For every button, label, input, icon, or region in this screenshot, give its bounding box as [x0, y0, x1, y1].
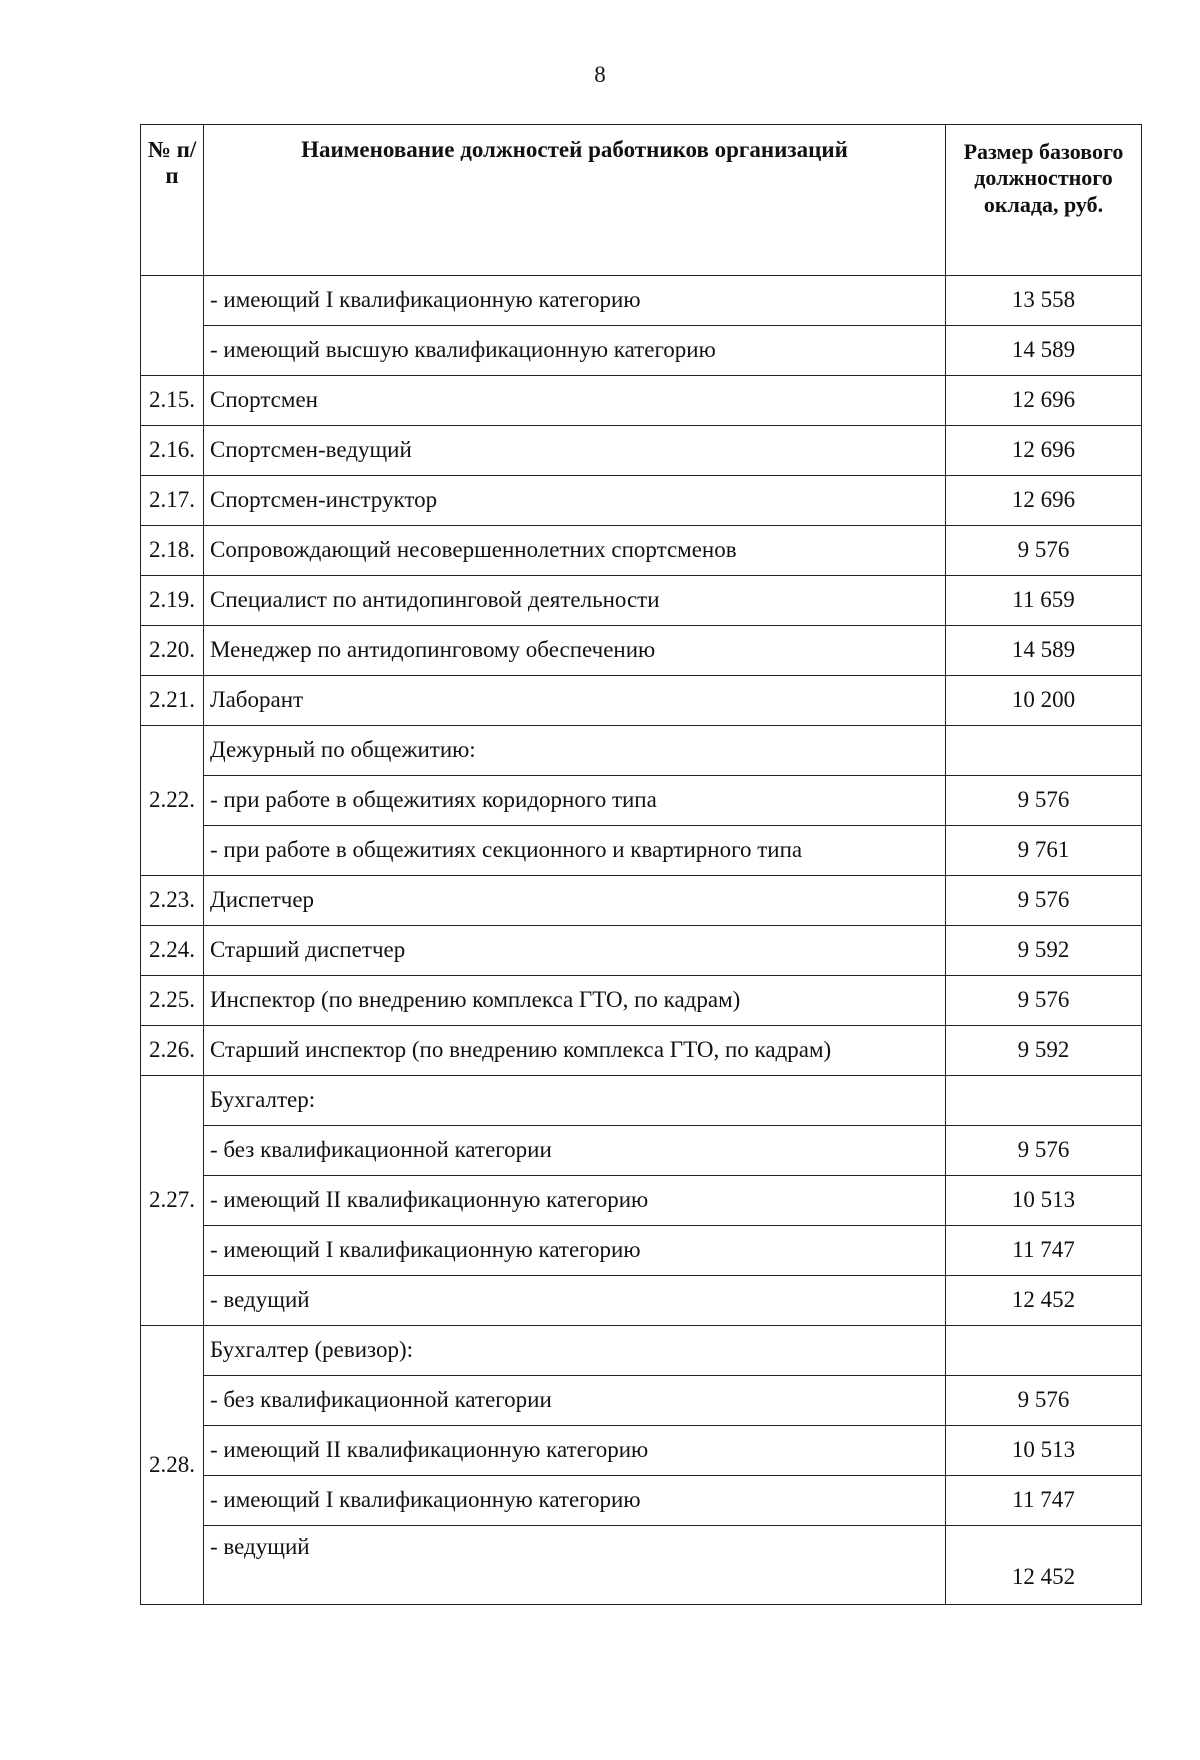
salary-value: 12 452	[946, 1526, 1142, 1605]
position-name: Спортсмен-ведущий	[204, 426, 946, 476]
table-row	[141, 876, 1142, 926]
table-row	[141, 926, 1142, 976]
table-row	[141, 526, 1142, 576]
header-number: № п/п	[141, 125, 204, 276]
row-number: 2.22.	[141, 726, 204, 876]
position-group-name: Дежурный по общежитию:	[204, 726, 946, 776]
table-row	[141, 1376, 1142, 1426]
table-row	[141, 776, 1142, 826]
position-name: Диспетчер	[204, 876, 946, 926]
page-number: 8	[594, 62, 606, 87]
table-row	[141, 726, 1142, 776]
position-name: Специалист по антидопинговой деятельности	[204, 576, 946, 626]
position-name: - имеющий I квалификационную категорию	[204, 276, 946, 326]
salary-value: 10 513	[946, 1176, 1142, 1226]
position-name: Спортсмен	[204, 376, 946, 426]
table-row	[141, 1026, 1142, 1076]
position-name: - имеющий I квалификационную категорию	[204, 1476, 946, 1526]
salary-table	[140, 124, 1142, 1605]
header-position-name: Наименование должностей работников организаций	[204, 125, 946, 276]
row-number: 2.21.	[141, 676, 204, 726]
position-name: Старший диспетчер	[204, 926, 946, 976]
table-row	[141, 576, 1142, 626]
table-row	[141, 1076, 1142, 1126]
position-name: - имеющий высшую квалификационную категорию	[204, 326, 946, 376]
table-row	[141, 276, 1142, 326]
salary-value: 13 558	[946, 276, 1142, 326]
salary-value: 12 452	[946, 1276, 1142, 1326]
row-number: 2.24.	[141, 926, 204, 976]
salary-value: 10 200	[946, 676, 1142, 726]
table-row	[141, 1176, 1142, 1226]
salary-value	[946, 726, 1142, 776]
row-number: 2.28.	[141, 1326, 204, 1605]
table-row	[141, 376, 1142, 426]
position-name: - имеющий II квалификационную категорию	[204, 1426, 946, 1476]
position-name: Сопровождающий несовершеннолетних спортсменов	[204, 526, 946, 576]
table-row	[141, 1276, 1142, 1326]
row-number: 2.26.	[141, 1026, 204, 1076]
salary-value: 12 696	[946, 426, 1142, 476]
row-number: 2.23.	[141, 876, 204, 926]
row-number: 2.18.	[141, 526, 204, 576]
salary-value: 11 747	[946, 1226, 1142, 1276]
salary-value: 14 589	[946, 326, 1142, 376]
table-row	[141, 626, 1142, 676]
position-name: Инспектор (по внедрению комплекса ГТО, по кадрам)	[204, 976, 946, 1026]
salary-value: 12 696	[946, 476, 1142, 526]
table-row	[141, 1126, 1142, 1176]
salary-value: 12 696	[946, 376, 1142, 426]
salary-value: 9 576	[946, 876, 1142, 926]
table-row	[141, 976, 1142, 1026]
table-row	[141, 476, 1142, 526]
row-number: 2.17.	[141, 476, 204, 526]
table-row	[141, 826, 1142, 876]
salary-value: 9 761	[946, 826, 1142, 876]
position-name: Старший инспектор (по внедрению комплекса ГТО, по кадрам)	[204, 1026, 946, 1076]
table-row	[141, 1326, 1142, 1376]
position-name: - при работе в общежитиях коридорного типа	[204, 776, 946, 826]
position-name: - ведущий	[204, 1276, 946, 1326]
row-number: 2.16.	[141, 426, 204, 476]
table-header	[141, 125, 1142, 276]
salary-value: 9 576	[946, 976, 1142, 1026]
salary-value	[946, 1076, 1142, 1126]
position-name: - без квалификационной категории	[204, 1376, 946, 1426]
position-group-name: Бухгалтер (ревизор):	[204, 1326, 946, 1376]
position-name: - ведущий	[204, 1526, 946, 1605]
salary-value: 14 589	[946, 626, 1142, 676]
row-number: 2.19.	[141, 576, 204, 626]
position-name: Спортсмен-инструктор	[204, 476, 946, 526]
row-number: 2.25.	[141, 976, 204, 1026]
position-name: - при работе в общежитиях секционного и квартирного типа	[204, 826, 946, 876]
salary-value: 9 576	[946, 526, 1142, 576]
row-number	[141, 276, 204, 376]
salary-value: 11 747	[946, 1476, 1142, 1526]
position-name: Менеджер по антидопинговому обеспечению	[204, 626, 946, 676]
position-group-name: Бухгалтер:	[204, 1076, 946, 1126]
row-number: 2.27.	[141, 1076, 204, 1326]
salary-value: 9 576	[946, 776, 1142, 826]
position-name: - без квалификационной категории	[204, 1126, 946, 1176]
salary-value	[946, 1326, 1142, 1376]
table-row	[141, 1426, 1142, 1476]
salary-value: 10 513	[946, 1426, 1142, 1476]
table-row	[141, 676, 1142, 726]
table-row	[141, 426, 1142, 476]
salary-value: 9 592	[946, 926, 1142, 976]
salary-value: 9 592	[946, 1026, 1142, 1076]
salary-value: 9 576	[946, 1126, 1142, 1176]
header-base-salary: Размер базового должностного оклада, руб.	[946, 125, 1142, 276]
table-row	[141, 1476, 1142, 1526]
table-row	[141, 1226, 1142, 1276]
salary-value: 11 659	[946, 576, 1142, 626]
table-row	[141, 326, 1142, 376]
position-name: Лаборант	[204, 676, 946, 726]
position-name: - имеющий I квалификационную категорию	[204, 1226, 946, 1276]
position-name: - имеющий II квалификационную категорию	[204, 1176, 946, 1226]
row-number: 2.20.	[141, 626, 204, 676]
table-row	[141, 1526, 1142, 1605]
salary-value: 9 576	[946, 1376, 1142, 1426]
row-number: 2.15.	[141, 376, 204, 426]
